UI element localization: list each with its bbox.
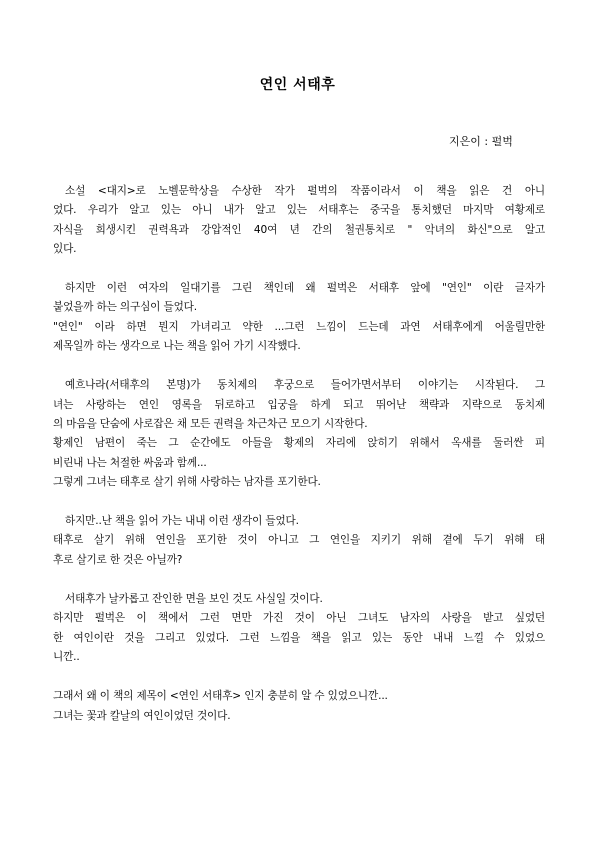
text-line: 붙었을까 하는 의구심이 들었다. xyxy=(53,301,197,314)
text-line: 었다. 우리가 알고 있는 아니 내가 알고 있는 서태후는 중국을 통치했던 마지막 여황제로 xyxy=(53,204,545,217)
paragraph xyxy=(53,590,545,667)
text-line: 하지만..난 책을 읽어 가는 내내 이런 생각이 들었다. xyxy=(65,515,299,528)
text-line: 그렇게 그녀는 태후로 살기 위해 사랑하는 남자를 포기한다. xyxy=(53,475,321,488)
text-line: 서태후가 날카롭고 잔인한 면을 보인 것도 사실일 것이다. xyxy=(65,593,323,606)
document-title: 연인 서태후 xyxy=(259,77,336,93)
paragraph xyxy=(53,687,545,726)
paragraph xyxy=(53,279,545,356)
text-line: 비린내 나는 처절한 싸움과 함께... xyxy=(53,456,207,469)
text-line: 예흐나라(서태후의 본명)가 동치제의 후궁으로 들어가면서부터 이야기는 시작된다. 그 xyxy=(65,379,545,392)
author-line: 지은이 : 펄벅 xyxy=(449,135,513,148)
text-line: 한 여인이란 것을 그리고 있었다. 그런 느낌을 책을 읽고 있는 동안 내내 느낄 수 있었으 xyxy=(53,631,545,644)
text-line: 니깐.. xyxy=(53,650,80,663)
text-line: 있다. xyxy=(53,242,77,255)
text-line: "연인" 이라 하면 뭔지 가녀리고 약한 ...그런 느낌이 드는데 과연 서태후에게 어울릴만한 xyxy=(53,320,545,333)
text-line: 후로 살기로 한 것은 아닐까? xyxy=(53,553,183,566)
text-line: 자식을 희생시킨 권력욕과 강압적인 40여 년 간의 철권통치로 " 악녀의 화신"으로 알고 xyxy=(53,223,545,236)
document-body xyxy=(53,182,545,746)
text-line: 황제인 남편이 죽는 그 순간에도 아들을 황제의 자리에 앉히기 위해서 옥새를 둘러싼 피 xyxy=(53,437,545,450)
text-line: 의 마음을 단숨에 사로잡은 채 모든 권력을 차근차근 모으기 시작한다. xyxy=(53,417,368,430)
text-line: 소설 <대지>로 노벨문학상을 수상한 작가 펄벅의 작품이라서 이 책을 읽은 건 아니 xyxy=(65,185,545,197)
text-line: 제목일까 하는 생각으로 나는 책을 읽어 가기 시작했다. xyxy=(53,340,301,353)
paragraph xyxy=(53,182,545,259)
text-line: 그녀는 꽃과 칼날의 여인이었던 것이다. xyxy=(53,709,231,722)
paragraph xyxy=(53,376,545,492)
paragraph xyxy=(53,512,545,570)
text-line: 그래서 왜 이 책의 제목이 <연인 서태후> 인지 충분히 알 수 있었으니깐... xyxy=(53,690,388,703)
text-line: 태후로 살기 위해 연인을 포기한 것이 아니고 그 연인을 지키기 위해 곁에 두기 위해 태 xyxy=(53,534,545,547)
text-line: 녀는 사랑하는 연인 영록을 뒤로하고 입궁을 하게 되고 뛰어난 책략과 지략으로 동치제 xyxy=(53,398,545,411)
text-line: 하지만 펄벅은 이 책에서 그런 면만 가진 것이 아닌 그녀도 남자의 사랑을 받고 싶었던 xyxy=(53,612,545,625)
text-line: 하지만 이런 여자의 일대기를 그린 책인데 왜 펄벅은 서태후 앞에 "연인" 이란 글자가 xyxy=(65,282,545,295)
